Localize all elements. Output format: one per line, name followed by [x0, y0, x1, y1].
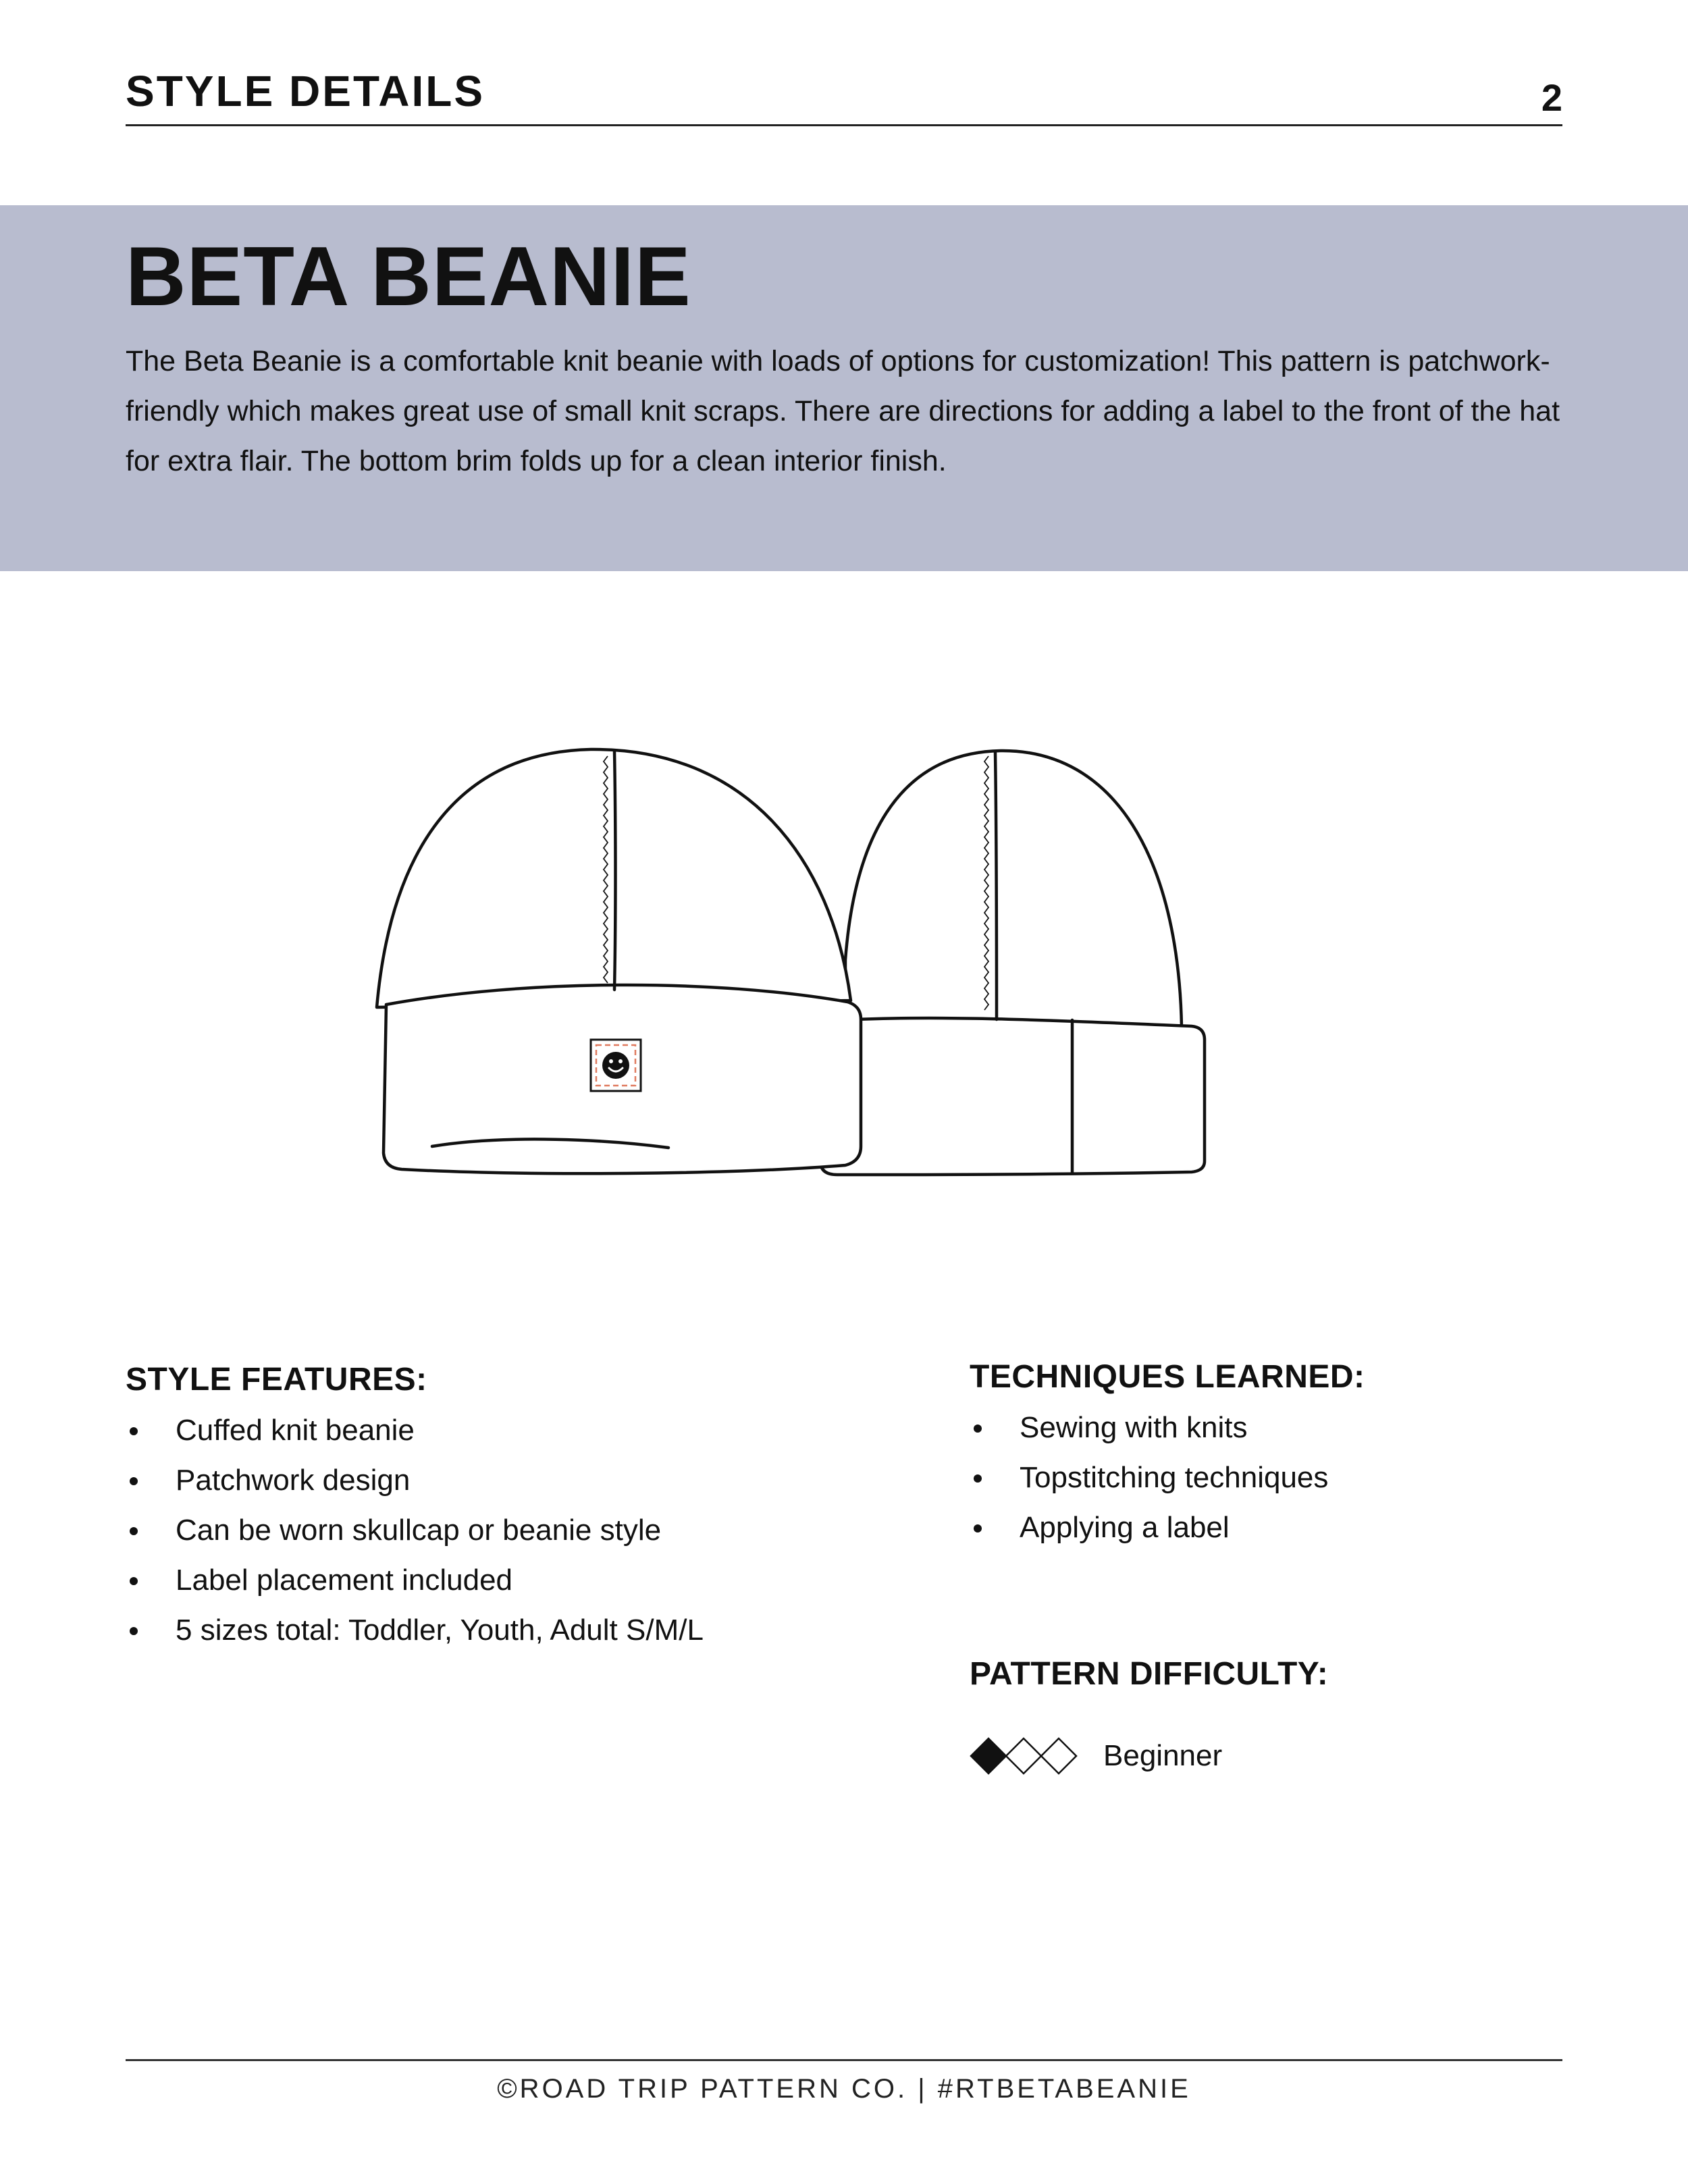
- empty-diamond-icon: [1006, 1738, 1041, 1774]
- back-beanie-cuff: [810, 1018, 1205, 1175]
- list-item: Cuffed knit beanie: [126, 1406, 902, 1456]
- beanie-illustration: [351, 702, 1337, 1202]
- filled-diamond-icon: [971, 1738, 1006, 1774]
- difficulty-diamonds: [970, 1737, 1078, 1775]
- product-title: BETA BEANIE: [126, 230, 691, 323]
- list-item: Sewing with knits: [970, 1403, 1564, 1453]
- difficulty-heading: PATTERN DIFFICULTY:: [970, 1656, 1329, 1692]
- list-item: Patchwork design: [126, 1456, 902, 1506]
- techniques-heading: TECHNIQUES LEARNED:: [970, 1359, 1365, 1395]
- footer-divider: [126, 2059, 1562, 2061]
- techniques-list: [970, 1403, 1564, 1553]
- list-item: Can be worn skullcap or beanie style: [126, 1506, 902, 1555]
- header-divider: [126, 124, 1562, 126]
- style-features-list: [126, 1406, 902, 1655]
- section-title: STYLE DETAILS: [126, 67, 485, 115]
- list-item: Label placement included: [126, 1555, 902, 1605]
- product-description: The Beta Beanie is a comfortable knit beanie with loads of options for customization! This pattern is patchwork-friendly which makes great use of small knit scraps. There are directions for adding a label to the front of the hat for extra flair. The bottom brim folds up for a clean interior finish.: [126, 345, 1560, 477]
- empty-diamond-icon: [1041, 1738, 1076, 1774]
- list-item: Applying a label: [970, 1503, 1564, 1553]
- style-features-heading: STYLE FEATURES:: [126, 1362, 427, 1397]
- footer-credit: ©ROAD TRIP PATTERN CO. | #RTBETABEANIE: [497, 2074, 1191, 2104]
- back-beanie-crown: [845, 751, 1182, 1028]
- list-item: 5 sizes total: Toddler, Youth, Adult S/M/L: [126, 1605, 902, 1655]
- difficulty-label: Beginner: [1103, 1739, 1223, 1772]
- list-item: Topstitching techniques: [970, 1453, 1564, 1503]
- difficulty-rating: [970, 1732, 1222, 1780]
- beanie-technical-drawing-icon: [351, 702, 1337, 1202]
- smiley-face-label-icon: [591, 1040, 641, 1091]
- page-number: 2: [1541, 76, 1562, 119]
